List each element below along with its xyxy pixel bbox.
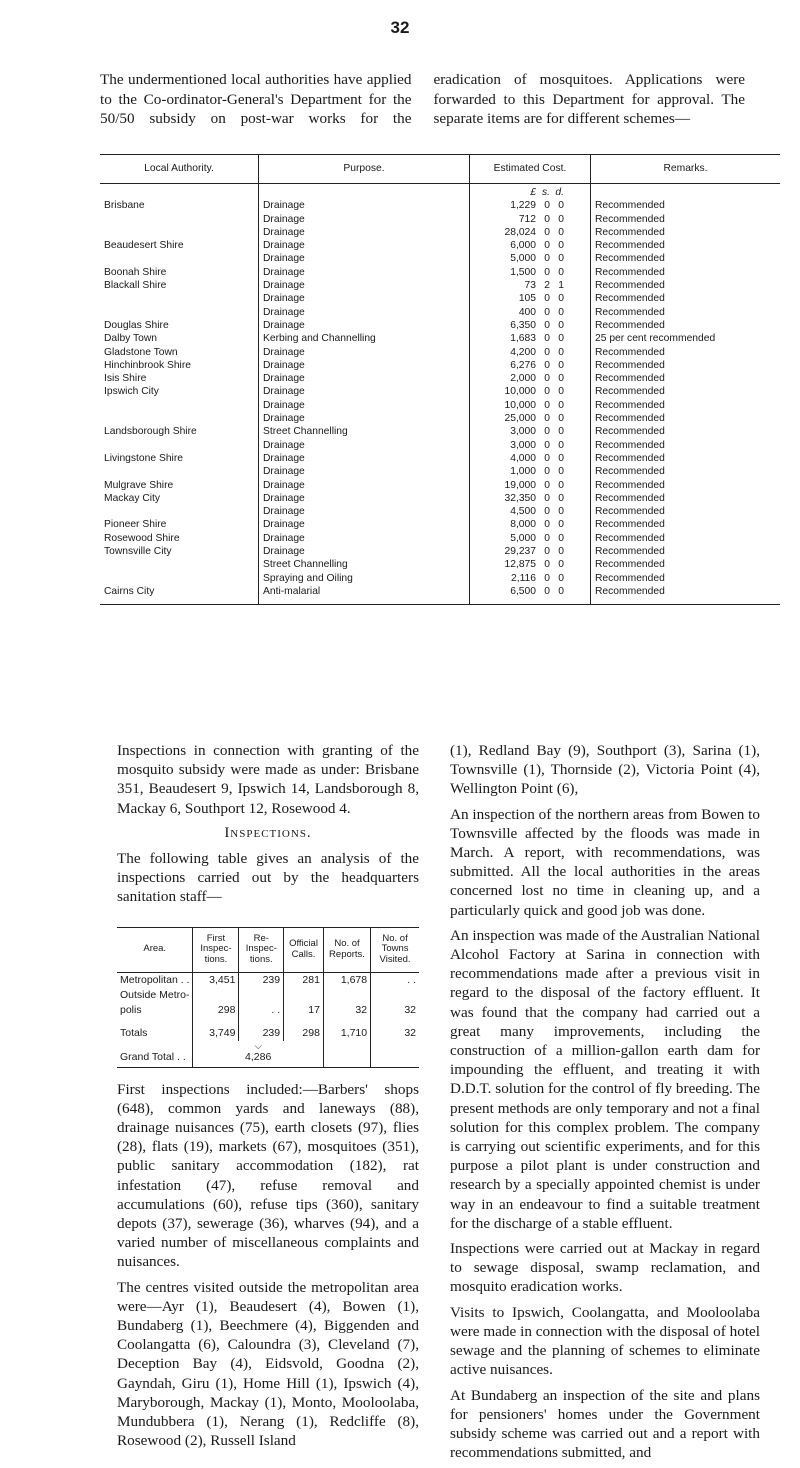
cost-pence: 0 — [558, 293, 564, 305]
purpose: Drainage — [259, 199, 470, 212]
cost-pence: 0 — [558, 479, 564, 491]
purpose: Drainage — [259, 518, 470, 531]
centres-continued-paragraph: (1), Redland Bay (9), Southport (3), Sarina (1), Townsville (1), Thornside (2), Victoria Point (4), Wellington Point (6), — [450, 742, 760, 798]
cost-shillings: 0 — [544, 226, 550, 238]
cost-pounds: 6,276 — [510, 359, 536, 371]
cost-pence: 0 — [558, 346, 564, 358]
cost-shillings: 0 — [544, 519, 550, 531]
cost-pence: 0 — [558, 306, 564, 318]
cost-pence: 0 — [558, 585, 564, 597]
authority-name: Pioneer Shire — [104, 519, 167, 531]
unit-pence: d. — [555, 187, 564, 198]
cost-pence: 0 — [558, 319, 564, 331]
cost-shillings: 0 — [544, 572, 550, 584]
cost-shillings: 0 — [544, 240, 550, 252]
northern-areas-paragraph: An inspection of the northern areas from Bowen to Townsville affected by the floods was made in March. A report, with recommendations, was submitted. All the local authorities in the areas concerned lost no time in cleaning up, and a particularly quick and good job was done. — [450, 805, 760, 919]
cost-shillings: 0 — [544, 293, 550, 305]
authority-name: Landsborough Shire — [104, 426, 197, 438]
authority-name — [100, 399, 259, 412]
cost-shillings: 0 — [544, 559, 550, 571]
cost-shillings: 0 — [544, 333, 550, 345]
page-number: 32 — [390, 18, 410, 37]
cost-pounds: 6,500 — [510, 585, 536, 597]
remarks: 25 per cent recommended — [591, 332, 781, 345]
table-row — [100, 226, 780, 239]
table-row — [117, 972, 419, 988]
brace-icon: ⌵ — [254, 1040, 262, 1052]
table-row — [100, 266, 780, 279]
row-re: 239 — [239, 972, 284, 988]
authority-name: Gladstone Town — [104, 346, 178, 358]
cost-pounds: 28,024 — [504, 226, 536, 238]
purpose: Drainage — [259, 306, 470, 319]
row-area: Outside Metro- — [120, 988, 190, 1001]
cost-shillings: 0 — [544, 306, 550, 318]
purpose: Drainage — [259, 372, 470, 385]
intro-paragraph — [100, 70, 745, 129]
insp-header-re: Re-Inspec-tions. — [239, 927, 284, 972]
cost-shillings: 0 — [544, 532, 550, 544]
remarks: Recommended — [591, 532, 781, 545]
row-towns: 32 — [371, 1003, 419, 1018]
table-row — [100, 412, 780, 425]
insp-header-towns: No. of Towns Visited. — [371, 927, 419, 972]
analysis-intro-paragraph: The following table gives an analysis of the inspections carried out by the headquarters sanitation staff— — [117, 850, 419, 906]
grand-total-label: Grand Total . . — [117, 1041, 193, 1068]
purpose: Drainage — [259, 213, 470, 226]
authority-name: Cairns City — [100, 585, 259, 605]
cost-shillings: 0 — [544, 359, 550, 371]
table-row — [100, 385, 780, 398]
authority-name: Rosewood Shire — [104, 532, 180, 544]
purpose: Street Channelling — [259, 558, 470, 571]
cost-shillings: 0 — [544, 413, 550, 425]
cost-pence: 0 — [558, 572, 564, 584]
unit-pounds: £ — [530, 187, 536, 198]
cost-shillings: 0 — [544, 439, 550, 451]
purpose: Drainage — [259, 452, 470, 465]
authority-name: Blackall Shire — [104, 280, 167, 292]
row-first: 298 — [193, 1003, 239, 1018]
purpose: Drainage — [259, 359, 470, 372]
table-row — [100, 346, 780, 359]
intro-text: The undermentioned local authorities have applied to the Co-ordinator-General's Department for the 50/50 subsidy on post-war works for the eradication of mosquitoes. Applications were forwarded to this Department for approval. The separate items are for different schemes— — [100, 71, 745, 127]
cost-pence: 0 — [558, 519, 564, 531]
cost-pence: 0 — [558, 240, 564, 252]
row-area: polis — [120, 1003, 142, 1016]
cost-pence: 0 — [558, 386, 564, 398]
cost-shillings: 0 — [544, 346, 550, 358]
cost-pence: 0 — [558, 399, 564, 411]
totals-re: 239 — [239, 1026, 284, 1041]
remarks: Recommended — [591, 213, 781, 226]
authority-name: Mackay City — [104, 492, 161, 504]
remarks: Recommended — [591, 226, 781, 239]
cost-pence: 0 — [558, 452, 564, 464]
cost-pounds: 6,000 — [510, 240, 536, 252]
purpose: Drainage — [259, 505, 470, 518]
authority-name: Ipswich City — [104, 386, 159, 398]
cost-shillings: 0 — [544, 319, 550, 331]
authority-name: Townsville City — [104, 546, 172, 558]
cost-units-row — [100, 184, 780, 200]
cost-pounds: 12,875 — [504, 559, 536, 571]
purpose: Drainage — [259, 465, 470, 478]
cost-pence: 0 — [558, 266, 564, 278]
remarks: Recommended — [591, 319, 781, 332]
purpose: Kerbing and Channelling — [259, 332, 470, 345]
row-calls: 17 — [284, 1003, 324, 1018]
cost-pounds: 1,000 — [510, 466, 536, 478]
cost-pence: 0 — [558, 506, 564, 518]
table-row — [100, 239, 780, 252]
right-text-column — [450, 741, 760, 1468]
cost-shillings: 0 — [544, 266, 550, 278]
cost-pounds: 4,200 — [510, 346, 536, 358]
remarks: Recommended — [591, 558, 781, 571]
cost-pounds: 5,000 — [510, 532, 536, 544]
cost-shillings: 0 — [544, 200, 550, 212]
table-row — [100, 585, 780, 605]
cost-pence: 0 — [558, 546, 564, 558]
authority-name: Mulgrave Shire — [104, 479, 174, 491]
purpose: Drainage — [259, 545, 470, 558]
row-reports: 1,678 — [323, 972, 370, 988]
row-first: 3,451 — [193, 972, 239, 988]
insp-header-reports: No. of Reports. — [323, 927, 370, 972]
cost-pence: 0 — [558, 200, 564, 212]
purpose: Anti-malarial — [259, 585, 470, 605]
header-remarks: Remarks. — [591, 155, 781, 184]
cost-shillings: 0 — [544, 466, 550, 478]
cost-pence: 0 — [558, 466, 564, 478]
row-towns: . . — [371, 972, 419, 988]
cost-shillings: 0 — [544, 399, 550, 411]
totals-row — [117, 1026, 419, 1041]
cost-shillings: 0 — [544, 386, 550, 398]
cost-shillings: 2 — [544, 280, 550, 292]
table-row — [100, 545, 780, 558]
authority-name — [100, 213, 259, 226]
cost-pence: 0 — [558, 333, 564, 345]
authority-name — [100, 439, 259, 452]
table-row — [100, 518, 780, 531]
remarks: Recommended — [591, 479, 781, 492]
cost-pounds: 3,000 — [510, 439, 536, 451]
remarks: Recommended — [591, 425, 781, 438]
insp-header-calls: Official Calls. — [284, 927, 324, 972]
totals-first: 3,749 — [193, 1026, 239, 1041]
row-re: . . — [239, 1003, 284, 1018]
authority-name — [100, 505, 259, 518]
purpose: Street Channelling — [259, 425, 470, 438]
purpose: Drainage — [259, 266, 470, 279]
inspections-heading: Inspections. — [224, 824, 312, 841]
cost-pence: 0 — [558, 532, 564, 544]
cost-pounds: 5,000 — [510, 253, 536, 265]
remarks: Recommended — [591, 372, 781, 385]
cost-pounds: 1,229 — [510, 200, 536, 212]
table-row — [100, 213, 780, 226]
table-row — [117, 988, 419, 1003]
cost-pounds: 105 — [518, 293, 536, 305]
cost-shillings: 0 — [544, 546, 550, 558]
authority-name — [100, 465, 259, 478]
remarks: Recommended — [591, 439, 781, 452]
authority-name — [100, 226, 259, 239]
cost-shillings: 0 — [544, 452, 550, 464]
cost-pounds: 10,000 — [504, 399, 536, 411]
remarks: Recommended — [591, 239, 781, 252]
cost-pounds: 400 — [518, 306, 536, 318]
subsidy-inspections-paragraph: Inspections in connection with granting of the mosquito subsidy were made as under: Brisbane 351, Beaudesert 9, Ipswich 14, Landsborough 8, Mackay 6, Southport 12, Rosewood 4. — [117, 742, 419, 817]
remarks: Recommended — [591, 492, 781, 505]
purpose: Spraying and Oiling — [259, 572, 470, 585]
table-row — [100, 199, 780, 212]
cost-pounds: 73 — [524, 280, 536, 292]
table-row — [100, 332, 780, 345]
cost-pounds: 1,683 — [510, 333, 536, 345]
table-row — [100, 452, 780, 465]
purpose: Drainage — [259, 226, 470, 239]
authority-name — [100, 572, 259, 585]
authority-name — [100, 292, 259, 305]
cost-pence: 1 — [558, 280, 564, 292]
cost-pounds: 2,000 — [510, 373, 536, 385]
remarks: Recommended — [591, 545, 781, 558]
authority-name — [100, 306, 259, 319]
authority-name: Beaudesert Shire — [104, 240, 184, 252]
cost-shillings: 0 — [544, 506, 550, 518]
table-row — [100, 279, 780, 292]
purpose: Drainage — [259, 239, 470, 252]
cost-shillings: 0 — [544, 253, 550, 265]
cost-shillings: 0 — [544, 479, 550, 491]
local-authorities-table — [100, 154, 780, 605]
authority-name: Boonah Shire — [104, 266, 167, 278]
cost-pence: 0 — [558, 426, 564, 438]
authority-name: Brisbane — [104, 200, 145, 212]
cost-pounds: 25,000 — [504, 413, 536, 425]
totals-towns: 32 — [371, 1026, 419, 1041]
cost-pence: 0 — [558, 359, 564, 371]
table-row — [100, 492, 780, 505]
purpose: Drainage — [259, 319, 470, 332]
remarks: Recommended — [591, 306, 781, 319]
purpose: Drainage — [259, 399, 470, 412]
table-row — [100, 558, 780, 571]
cost-pounds: 3,000 — [510, 426, 536, 438]
cost-pence: 0 — [558, 253, 564, 265]
cost-pounds: 712 — [518, 213, 536, 225]
cost-shillings: 0 — [544, 492, 550, 504]
table-row — [100, 399, 780, 412]
purpose: Drainage — [259, 279, 470, 292]
remarks: Recommended — [591, 518, 781, 531]
remarks: Recommended — [591, 279, 781, 292]
purpose: Drainage — [259, 252, 470, 265]
cost-pounds: 2,116 — [510, 572, 536, 584]
table-row — [100, 372, 780, 385]
purpose: Drainage — [259, 412, 470, 425]
authority-name: Livingstone Shire — [104, 452, 183, 464]
purpose: Drainage — [259, 292, 470, 305]
row-area: Metropolitan . . — [120, 973, 190, 986]
table-row — [100, 252, 780, 265]
cost-pounds: 10,000 — [504, 386, 536, 398]
insp-header-first: First Inspec-tions. — [193, 927, 239, 972]
cost-shillings: 0 — [544, 213, 550, 225]
authority-name — [100, 412, 259, 425]
cost-pounds: 19,000 — [504, 479, 536, 491]
remarks: Recommended — [591, 292, 781, 305]
cost-pence: 0 — [558, 492, 564, 504]
table-row — [100, 359, 780, 372]
cost-pence: 0 — [558, 439, 564, 451]
table-row — [100, 479, 780, 492]
remarks: Recommended — [591, 585, 781, 605]
remarks: Recommended — [591, 572, 781, 585]
cost-pounds: 4,500 — [510, 506, 536, 518]
purpose: Drainage — [259, 492, 470, 505]
cost-pence: 0 — [558, 559, 564, 571]
table-row — [100, 292, 780, 305]
cost-pence: 0 — [558, 413, 564, 425]
table-row — [117, 1003, 419, 1018]
ipswich-visits-paragraph: Visits to Ipswich, Coolangatta, and Mooloolaba were made in connection with the disposal of hotel sewage and the planning of schemes to eliminate active nuisances. — [450, 1303, 760, 1379]
cost-pounds: 4,000 — [510, 452, 536, 464]
table-row — [100, 505, 780, 518]
purpose: Drainage — [259, 439, 470, 452]
row-reports: 32 — [323, 1003, 370, 1018]
remarks: Recommended — [591, 399, 781, 412]
centres-visited-paragraph: The centres visited outside the metropolitan area were—Ayr (1), Beaudesert (4), Bowen (1), Bundaberg (1), Beechmere (4), Biggenden and Coolangatta (6), Caloundra (3), Cleveland (7), Deception Bay (4), Eidsvold, Goodna (2), Gayndah, Giru (1), Home Hill (1), Ipswich (4), Maryborough, Mackay (1), Monto, Mooloolaba, Mundubbera (1), Nerang (1), Redcliffe (8), Rosewood (2), Russell Island — [117, 1278, 419, 1450]
row-calls: 281 — [284, 972, 324, 988]
purpose: Drainage — [259, 532, 470, 545]
table-row — [100, 465, 780, 478]
cost-shillings: 0 — [544, 373, 550, 385]
cost-pence: 0 — [558, 213, 564, 225]
unit-shillings: s. — [541, 187, 550, 198]
remarks: Recommended — [591, 385, 781, 398]
inspections-table — [117, 927, 419, 1068]
table-row — [100, 572, 780, 585]
table-row — [100, 319, 780, 332]
header-purpose: Purpose. — [259, 155, 470, 184]
grand-total-row — [117, 1041, 419, 1068]
remarks: Recommended — [591, 465, 781, 478]
remarks: Recommended — [591, 252, 781, 265]
purpose: Drainage — [259, 479, 470, 492]
cost-pounds: 6,350 — [510, 319, 536, 331]
totals-calls: 298 — [284, 1026, 324, 1041]
cost-pounds: 32,350 — [504, 492, 536, 504]
mackay-paragraph: Inspections were carried out at Mackay in regard to sewage disposal, swamp reclamation, and mosquito eradication works. — [450, 1240, 760, 1296]
remarks: Recommended — [591, 452, 781, 465]
header-estimated-cost: Estimated Cost. — [470, 155, 591, 184]
authority-name — [100, 558, 259, 571]
cost-pounds: 29,237 — [504, 546, 536, 558]
cost-shillings: 0 — [544, 585, 550, 597]
alcohol-factory-paragraph: An inspection was made of the Australian National Alcohol Factory at Sarina in connection with recommendations made after a previous visit in regard to the disposal of the factory effluent. It was found that the company had carried out a great many improvements, including the construction of a million-gallon earth dam for impounding the effluent, and treating it with D.D.T. solution for the control of fly breeding. The present methods are only temporary and not a final solution for this complex problem. The company is carrying out scientific experiments, and for this purpose a pilot plant is under construction and research by a specially appointed chemist is under way in an endeavour to find a suitable treatment for the discharge of a stable effluent. — [450, 926, 761, 1232]
authority-name: Isis Shire — [104, 373, 147, 385]
remarks: Recommended — [591, 266, 781, 279]
first-inspections-paragraph: First inspections included:—Barbers' shops (648), common yards and laneways (88), drainage nuisances (75), earth closets (97), flies (28), flats (19), markets (67), mosquitoes (351), public sanitary accommodation (182), rat infestation (47), refuse removal and accumulations (60), refuse tips (360), sanitary depots (37), sewerage (36), wharves (94), and a varied number of miscellaneous complaints and nuisances. — [117, 1080, 419, 1271]
authority-name: Douglas Shire — [104, 319, 169, 331]
cost-pence: 0 — [558, 373, 564, 385]
cost-shillings: 0 — [544, 426, 550, 438]
table-row — [100, 439, 780, 452]
bundaberg-paragraph: At Bundaberg an inspection of the site and plans for pensioners' homes under the Government subsidy scheme was carried out and a report with recommendations submitted, and — [450, 1386, 760, 1462]
remarks: Recommended — [591, 346, 781, 359]
purpose: Drainage — [259, 385, 470, 398]
left-text-column — [117, 741, 419, 1456]
remarks: Recommended — [591, 505, 781, 518]
table-row — [100, 532, 780, 545]
cost-pence: 0 — [558, 226, 564, 238]
remarks: Recommended — [591, 199, 781, 212]
purpose: Drainage — [259, 346, 470, 359]
remarks: Recommended — [591, 412, 781, 425]
grand-total-value: 4,286 — [245, 1050, 272, 1063]
authority-name — [100, 252, 259, 265]
totals-label: Totals — [120, 1026, 148, 1039]
authority-name: Hinchinbrook Shire — [104, 359, 191, 371]
authority-name: Dalby Town — [104, 333, 158, 345]
remarks: Recommended — [591, 359, 781, 372]
totals-reports: 1,710 — [323, 1026, 370, 1041]
insp-header-area: Area. — [117, 927, 193, 972]
cost-pounds: 1,500 — [510, 266, 536, 278]
cost-pounds: 8,000 — [510, 519, 536, 531]
table-row — [100, 306, 780, 319]
header-local-authority: Local Authority. — [100, 155, 259, 184]
table-row — [100, 425, 780, 438]
